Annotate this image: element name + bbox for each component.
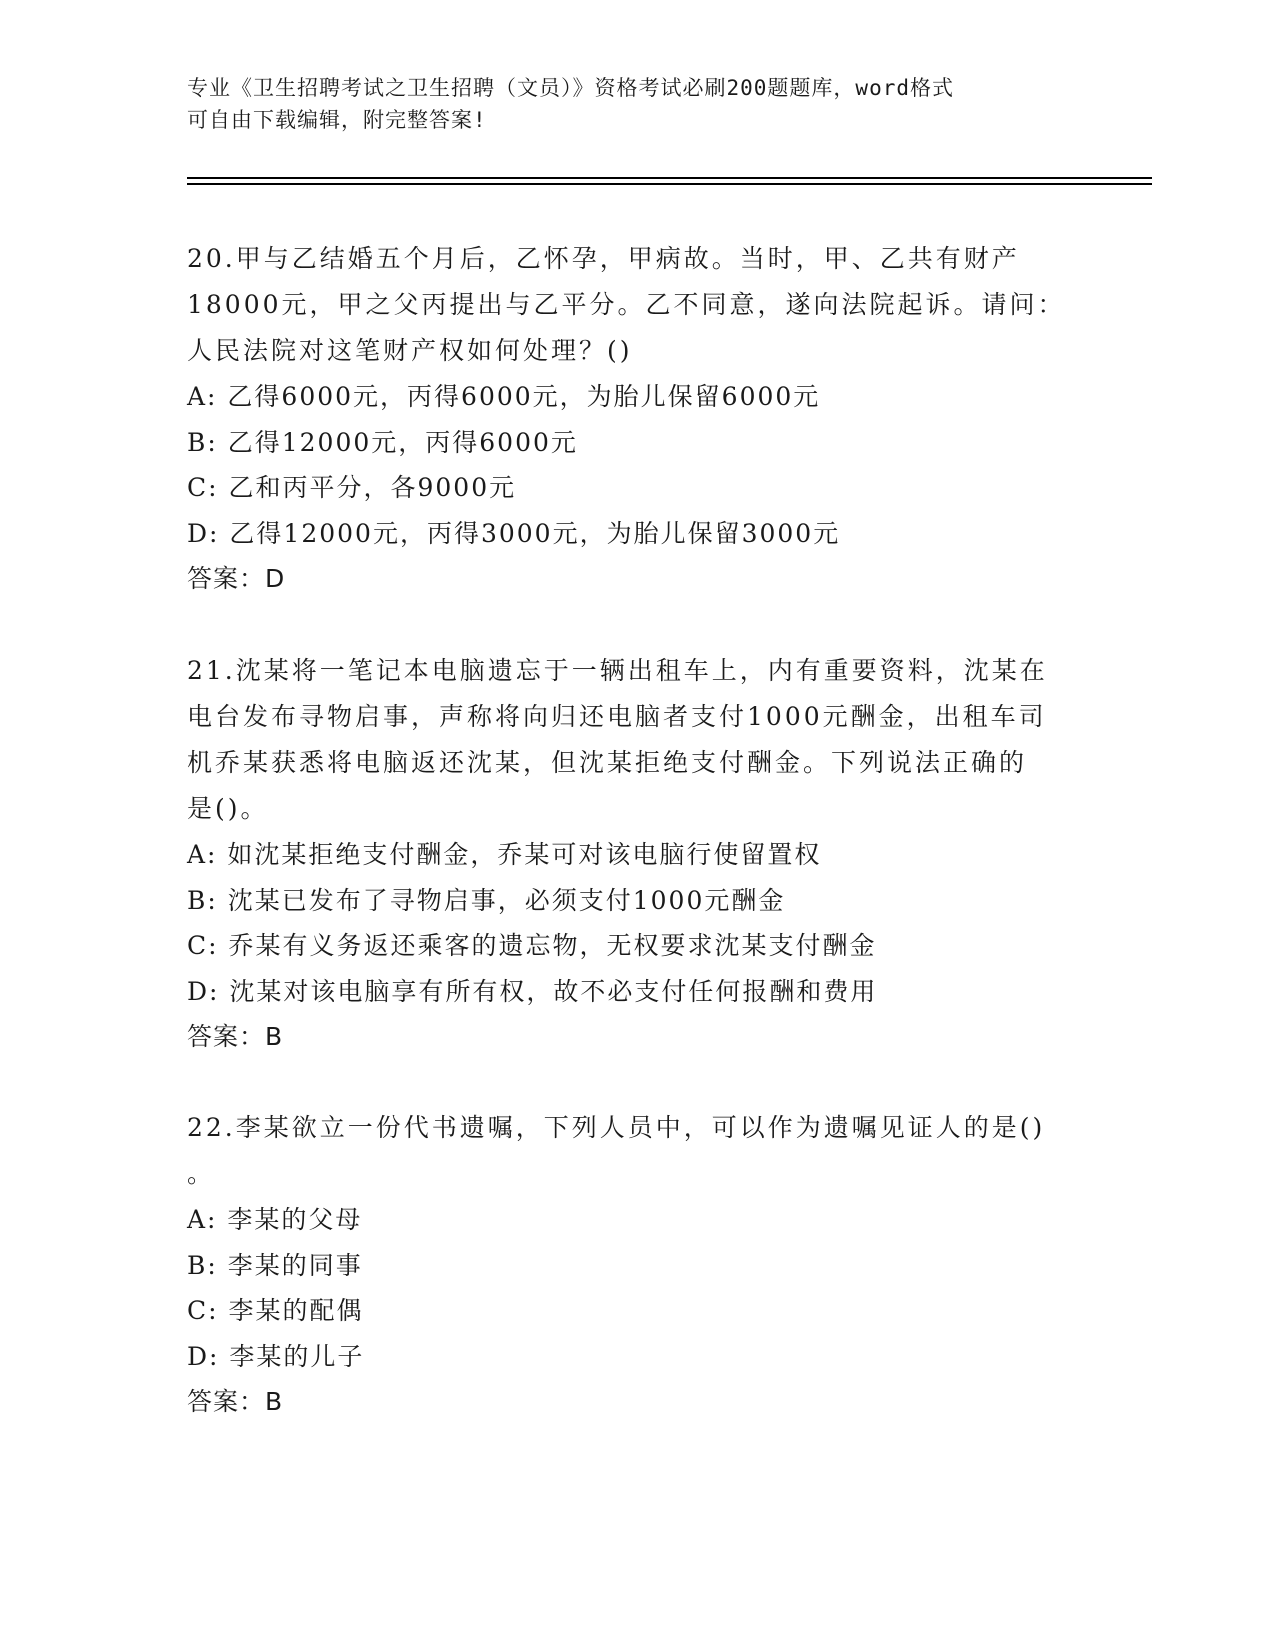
header-line-1: 专业《卫生招聘考试之卫生招聘（文员）》资格考试必刷200题题库，word格式 — [187, 76, 954, 100]
option-d: D: 乙得12000元，丙得3000元，为胎儿保留3000元 — [187, 518, 841, 548]
answer: 答案：D — [187, 564, 286, 593]
question-stem-line: 22.李某欲立一份代书遗嘱，下列人员中，可以作为遗嘱见证人的是() — [187, 1113, 1046, 1142]
option-b: B: 乙得12000元，丙得6000元 — [187, 427, 578, 457]
option-c: C: 乔某有义务返还乘客的遗忘物，无权要求沈某支付酬金 — [187, 931, 877, 960]
question-stem-line: 电台发布寻物启事，声称将向归还电脑者支付1000元酬金，出租车司 — [187, 702, 1047, 731]
option-c: C: 李某的配偶 — [187, 1296, 364, 1325]
question-stem-line: 20.甲与乙结婚五个月后，乙怀孕，甲病故。当时，甲、乙共有财产 — [187, 244, 1020, 273]
question-stem-line: 机乔某获悉将电脑返还沈某，但沈某拒绝支付酬金。下列说法正确的 — [187, 748, 1028, 777]
header-divider-bottom — [187, 183, 1152, 185]
answer: 答案：B — [187, 1387, 284, 1416]
option-b: B: 李某的同事 — [187, 1250, 363, 1280]
option-a: A: 李某的父母 — [187, 1205, 363, 1234]
question-21 — [187, 648, 1087, 1060]
header-line-2: 可自由下载编辑，附完整答案! — [187, 108, 487, 132]
question-stem-line: 是()。 — [187, 794, 269, 823]
option-d: D: 李某的儿子 — [187, 1341, 365, 1371]
option-a: A: 如沈某拒绝支付酬金，乔某可对该电脑行使留置权 — [187, 840, 822, 869]
question-stem-line: 18000元，甲之父丙提出与乙平分。乙不同意，遂向法院起诉。请问： — [187, 290, 1066, 319]
option-b: B: 沈某已发布了寻物启事，必须支付1000元酬金 — [187, 885, 786, 915]
option-a: A: 乙得6000元，丙得6000元，为胎儿保留6000元 — [187, 382, 821, 411]
header-divider-top — [187, 177, 1152, 179]
question-20 — [187, 236, 1087, 602]
option-c: C: 乙和丙平分，各9000元 — [187, 473, 517, 502]
document-header — [187, 72, 1087, 136]
question-22 — [187, 1105, 1087, 1425]
option-d: D: 沈某对该电脑享有所有权，故不必支付任何报酬和费用 — [187, 976, 878, 1006]
answer: 答案：B — [187, 1022, 284, 1051]
question-stem-line: 。 — [187, 1159, 216, 1188]
question-stem-line: 21.沈某将一笔记本电脑遗忘于一辆出租车上，内有重要资料，沈某在 — [187, 656, 1048, 685]
question-stem-line: 人民法院对这笔财产权如何处理？() — [187, 336, 633, 365]
